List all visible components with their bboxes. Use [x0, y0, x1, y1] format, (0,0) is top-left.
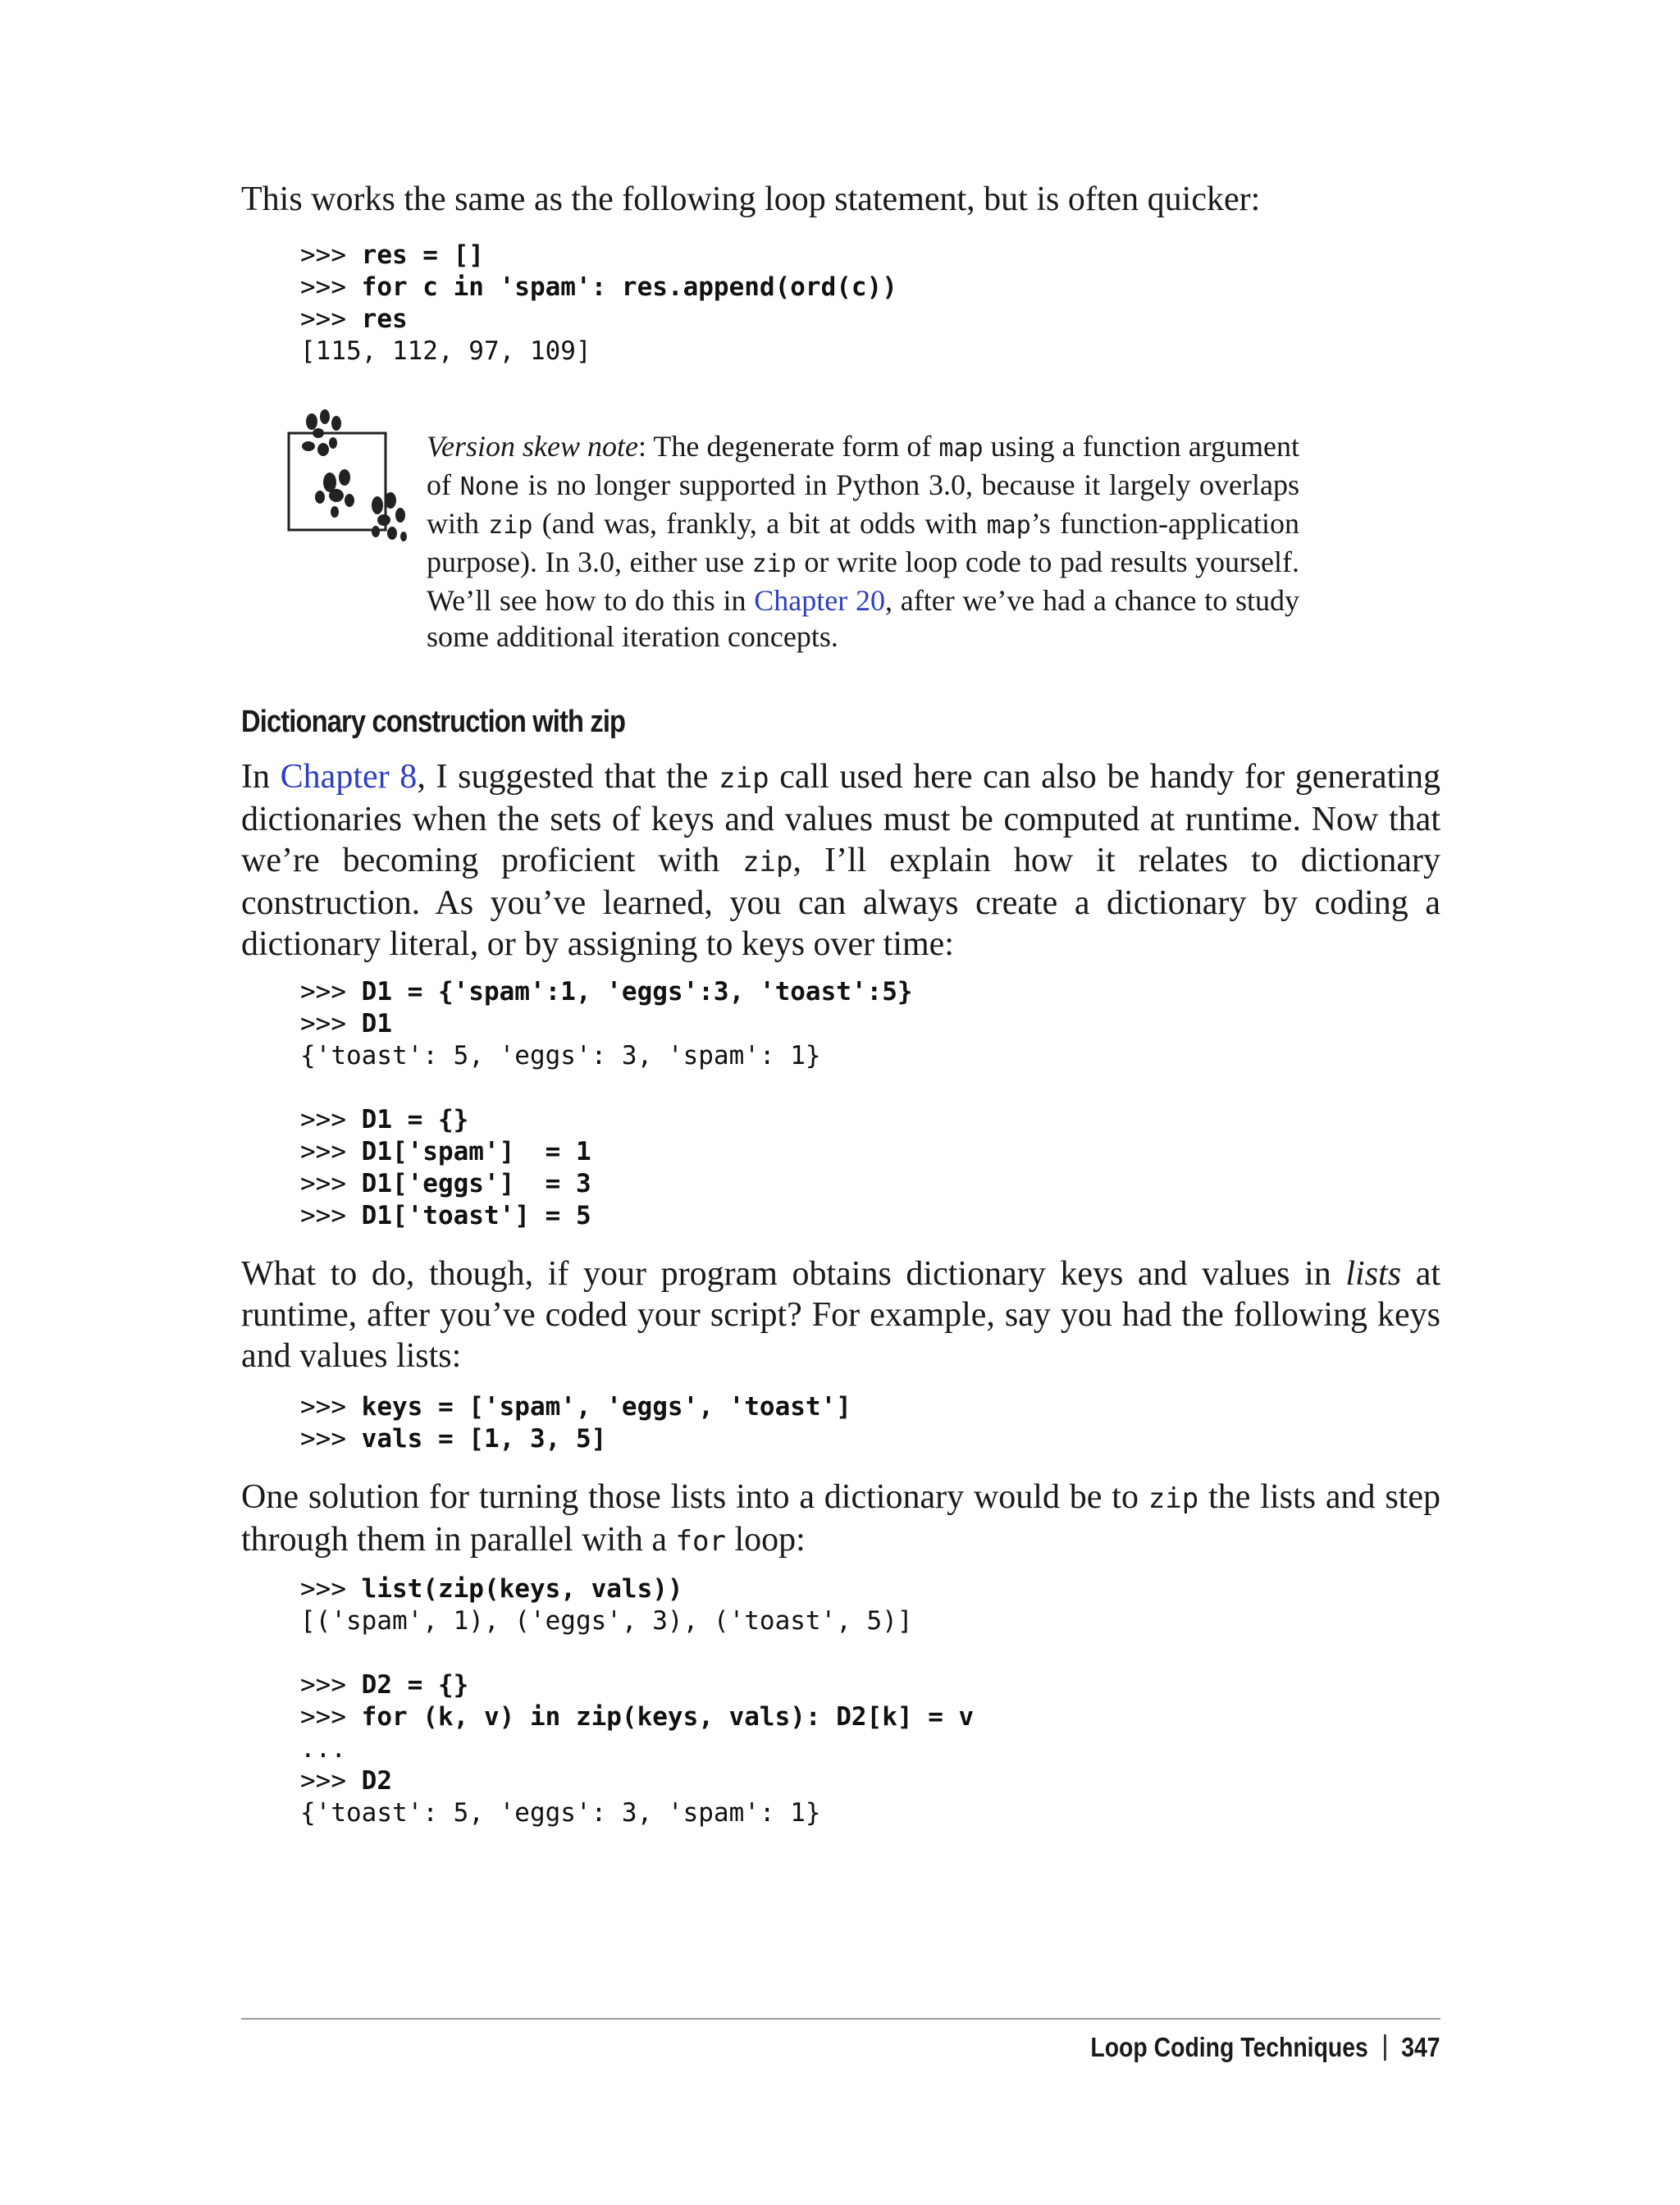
code-command: for (k, v) in zip(keys, vals): D2[k] = v — [361, 1702, 975, 1732]
code-line — [300, 977, 913, 1007]
code-line — [300, 240, 484, 270]
code-command: D1['toast'] = 5 — [361, 1201, 591, 1230]
code-command: D2 — [361, 1766, 392, 1796]
code-line: {'toast': 5, 'eggs': 3, 'spam': 1} — [300, 1798, 821, 1828]
footer-rule — [241, 2018, 1440, 2020]
code-prompt: >>> — [300, 304, 362, 334]
code-command: D1 = {} — [361, 1105, 469, 1134]
code-command: for c in 'spam': res.append(ord(c)) — [361, 272, 897, 302]
code-prompt: >>> — [300, 240, 362, 270]
code-block-2 — [300, 976, 913, 1232]
code-block-4 — [300, 1573, 974, 1829]
code-line — [300, 1105, 468, 1134]
code-command: res — [361, 304, 408, 334]
code-prompt: >>> — [300, 1424, 362, 1454]
code-prompt: >>> — [300, 272, 362, 302]
code-prompt: >>> — [300, 977, 362, 1007]
code-line: [115, 112, 97, 109] — [300, 336, 591, 366]
code-command: D2 = {} — [361, 1670, 469, 1700]
paragraph-zip-solution: One solution for turning those lists into a dictionary would be to zip the lists and step through them in parallel with a for loop: — [241, 1478, 1440, 1559]
code-line — [300, 272, 897, 302]
code-command: res = [] — [361, 240, 484, 270]
chapter-8-link[interactable]: Chapter 8 — [280, 758, 418, 796]
running-footer-title: Loop Coding Techniques — [1090, 2032, 1369, 2062]
footer-separator — [1384, 2034, 1386, 2061]
code-line — [300, 1424, 606, 1454]
page-footer — [1091, 2028, 1440, 2067]
code-prompt: >>> — [300, 1670, 362, 1700]
paragraph-dictionary-construction: In Chapter 8, I suggested that the zip call used here can also be handy for generating dictionaries when the sets of keys and values must be computed at runtime. Now that we’re becoming proficient with zip, I’ll explain how it relates to dictionary construction. As you’ve learned, you can always create a dictionary by coding a dictionary literal, or by assigning to keys over time: — [241, 758, 1441, 963]
code-block-3 — [300, 1391, 851, 1455]
code-prompt: >>> — [300, 1392, 362, 1422]
code-command: D1['spam'] = 1 — [361, 1137, 591, 1166]
code-command: list(zip(keys, vals)) — [361, 1574, 683, 1604]
code-command: keys = ['spam', 'eggs', 'toast'] — [361, 1392, 851, 1422]
code-prompt: >>> — [300, 1169, 362, 1198]
code-block-1 — [300, 240, 897, 368]
version-skew-note: Version skew note: The degenerate form of map using a function argument of None is no longer supported in Python 3.0, because it largely overlaps with zip (and was, frankly, a bit at odds with map’s function-application purpose). In 3.0, either use zip or write loop code to pad results yourself. We’ll see how to do this in Chapter 20, after we’ve had a chance to study some additional iteration concepts. — [427, 430, 1300, 653]
code-prompt: >>> — [300, 1009, 362, 1039]
code-prompt: >>> — [300, 1702, 362, 1732]
page-number: 347 — [1401, 2032, 1440, 2062]
code-prompt: >>> — [300, 1201, 362, 1230]
code-line — [300, 1392, 851, 1422]
turkey-tracks-icon — [279, 404, 418, 551]
code-line — [300, 1201, 591, 1230]
code-line: {'toast': 5, 'eggs': 3, 'spam': 1} — [300, 1041, 821, 1071]
code-command: D1['eggs'] = 3 — [361, 1169, 591, 1198]
code-prompt: >>> — [300, 1766, 362, 1796]
code-line — [300, 1009, 392, 1039]
code-line — [300, 1169, 591, 1198]
paragraph-lists-at-runtime: What to do, though, if your program obtains dictionary keys and values in lists at runtime, after you’ve coded your script? For example, say you had the following keys and values lists: — [241, 1255, 1441, 1375]
code-line — [300, 1137, 591, 1166]
code-command: D1 = {'spam':1, 'eggs':3, 'toast':5} — [361, 977, 913, 1007]
code-line — [300, 1702, 974, 1732]
intro-paragraph: This works the same as the following loop statement, but is often quicker: — [241, 180, 1261, 218]
code-command: D1 — [361, 1009, 392, 1039]
code-prompt: >>> — [300, 1574, 362, 1604]
code-line — [300, 1574, 683, 1604]
code-line — [300, 1766, 392, 1796]
code-command: vals = [1, 3, 5] — [361, 1424, 607, 1454]
code-prompt: >>> — [300, 1105, 362, 1134]
section-heading: Dictionary construction with zip — [241, 705, 626, 739]
chapter-20-link[interactable]: Chapter 20 — [754, 584, 885, 617]
code-line — [300, 304, 408, 334]
code-prompt: >>> — [300, 1137, 362, 1166]
code-line: [('spam', 1), ('eggs', 3), ('toast', 5)] — [300, 1606, 913, 1636]
code-line: ... — [300, 1734, 346, 1764]
code-line — [300, 1670, 468, 1700]
